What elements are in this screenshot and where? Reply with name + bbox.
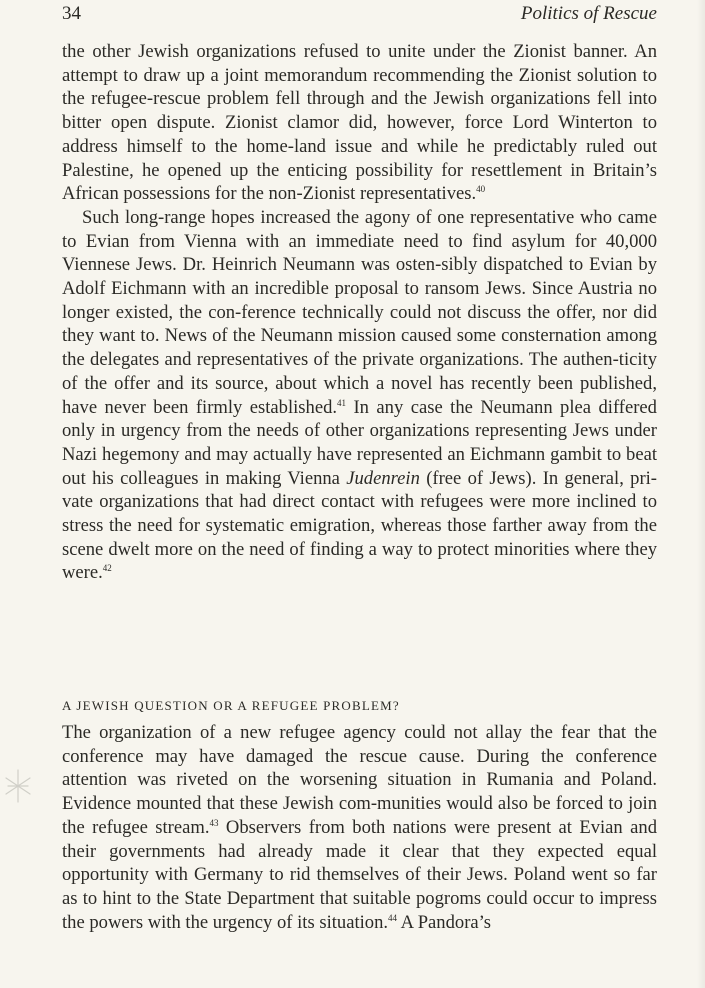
section-heading: A JEWISH QUESTION OR A REFUGEE PROBLEM? bbox=[62, 698, 400, 713]
body-text bbox=[62, 40, 657, 585]
text-run: Observers from both nations were present at Evian and their governments had already made it clear that they expected equal opportunity with Germany to rid themselves of their Jews. Poland went so far as to hint to the State Department that suitable pogroms could occur to impress the powers with the urgency of its situation. bbox=[62, 816, 657, 933]
paragraph-2 bbox=[62, 206, 657, 585]
margin-asterisk-mark bbox=[4, 768, 32, 804]
footnote-ref-43: 43 bbox=[209, 817, 219, 828]
running-title: Politics of Rescue bbox=[520, 3, 657, 24]
page-edge-shadow bbox=[697, 0, 705, 988]
text-run: The organization of a new refugee agency could not allay the fear that the conference may have damaged the rescue cause. During the conference attention was riveted on the worsening situation in Rumania and Poland. Evidence mounted that these Jewish com-munities would also be forced to join the refugee stream. bbox=[62, 722, 657, 838]
footnote-ref-44: 44 bbox=[388, 912, 398, 923]
text-run: Such long-range hopes increased the agony of one representative who came to Evian from Vienna with an immediate need to find asylum for 40,000 Viennese Jews. Dr. Heinrich Neumann was osten-sibly dispatched to Evian by Adolf Eichmann with an incredible proposal to ransom Jews. Since Austria no longer existed, the con-ference technically could not discuss the offer, nor did they want to. News of the Neumann mission caused some consternation among the delegates and representatives of the private organizations. The authen-ticity of the offer and its source, about which a novel has recently been published, have never been firmly established. bbox=[62, 206, 657, 418]
footnote-ref-42: 42 bbox=[102, 563, 112, 574]
italic-term: Judenrein bbox=[346, 467, 420, 489]
text-run: the other Jewish organizations refused to unite under the Zionist banner. An attempt to draw up a joint memorandum recommending the Zionist solution to the refugee-rescue problem fell through and the Jewish organizations fell into bitter open dispute. Zionist clamor did, however, force Lord Winterton to address himself to the home-land issue and while he predictably ruled out Palestine, he opened up the enticing possibility for resettlement in Britain’s African possessions for the non-Zionist representatives. bbox=[62, 41, 657, 205]
running-head bbox=[62, 1, 657, 27]
footnote-ref-40: 40 bbox=[476, 184, 486, 195]
footnote-ref-41: 41 bbox=[337, 397, 347, 408]
section-body bbox=[62, 721, 657, 934]
paragraph-1 bbox=[62, 40, 657, 206]
text-run: A Pandora’s bbox=[397, 911, 492, 933]
paragraph-3 bbox=[62, 721, 657, 934]
page-number: 34 bbox=[62, 3, 81, 24]
text-run: In any case the Neumann plea differed only in urgency from the needs of other organizations representing Jews under Nazi hegemony and may actually have represented an Eichmann gambit to beat out his colleagues in making Vienna bbox=[62, 396, 657, 489]
text-run: (free of Jews). In general, pri-vate organizations that had direct contact with refugees were more inclined to stress the need for systematic emigration, whereas those farther away from the scene dwelt more on the need of finding a way to protect minorities where they were. bbox=[62, 467, 657, 584]
